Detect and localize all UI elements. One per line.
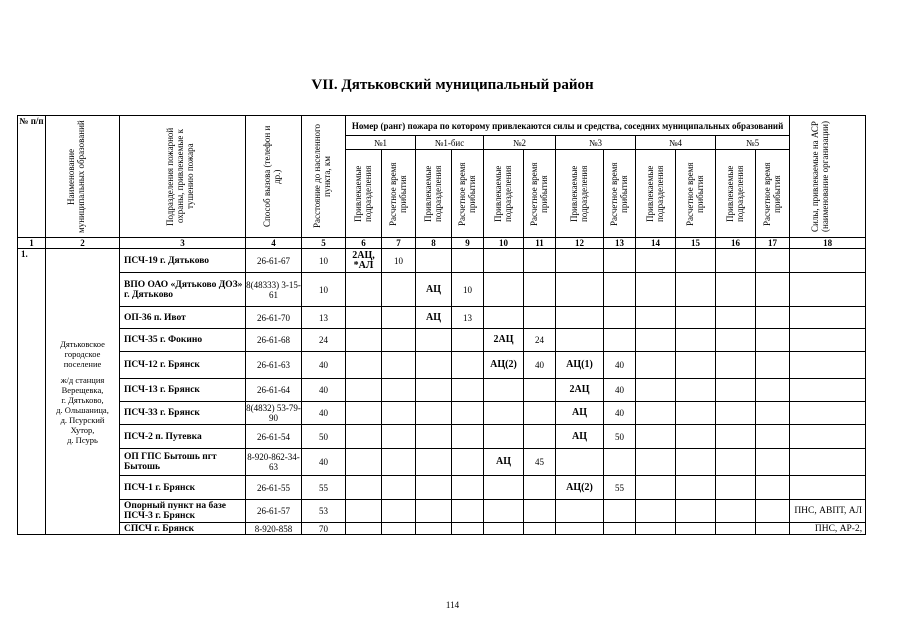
col-number: 8	[416, 238, 452, 249]
units-cell	[484, 476, 524, 500]
empty-cell	[716, 249, 756, 273]
rank-3: №3	[556, 136, 636, 150]
units-cell	[416, 449, 452, 476]
settlement-line: д. Ольшаница,	[56, 404, 109, 415]
units-cell	[346, 476, 382, 500]
fire-forces-table	[17, 115, 866, 535]
time-cell: 10	[382, 249, 416, 273]
table-row	[18, 249, 866, 273]
sub-time-3: Расчетное время прибытия	[524, 150, 556, 238]
distance: 10	[302, 249, 346, 273]
time-cell: 40	[604, 402, 636, 425]
empty-cell	[756, 379, 790, 402]
time-cell: 50	[604, 425, 636, 449]
empty-cell	[676, 402, 716, 425]
sub-time-4: Расчетное время прибытия	[604, 150, 636, 238]
column-number-row	[18, 238, 866, 249]
empty-cell	[676, 476, 716, 500]
time-cell	[382, 307, 416, 329]
time-cell	[452, 249, 484, 273]
empty-cell	[716, 523, 756, 535]
time-cell: 45	[524, 449, 556, 476]
forces-cell	[790, 329, 866, 352]
division-name: ПСЧ-12 г. Брянск	[120, 352, 246, 379]
units-cell: АЦ(2)	[556, 476, 604, 500]
empty-cell	[716, 449, 756, 476]
empty-cell	[756, 449, 790, 476]
header-rank: Номер (ранг) пожара по которому привлекаются силы и средства, соседних муниципальных образований	[346, 116, 790, 136]
empty-cell	[636, 402, 676, 425]
empty-cell	[636, 449, 676, 476]
table-row	[18, 352, 866, 379]
time-cell	[452, 476, 484, 500]
time-cell: 40	[604, 379, 636, 402]
units-cell	[556, 523, 604, 535]
call-method: 26-61-68	[246, 329, 302, 352]
col-number: 17	[756, 238, 790, 249]
call-method: 8-920-858	[246, 523, 302, 535]
call-method: 26-61-67	[246, 249, 302, 273]
units-cell	[484, 379, 524, 402]
col-number: 4	[246, 238, 302, 249]
empty-cell	[676, 307, 716, 329]
table-row	[18, 329, 866, 352]
sub-time-5: Расчетное время прибытия	[676, 150, 716, 238]
units-cell: АЦ(1)	[556, 352, 604, 379]
units-cell	[484, 523, 524, 535]
empty-cell	[716, 329, 756, 352]
time-cell	[604, 329, 636, 352]
table-row	[18, 402, 866, 425]
time-cell	[382, 402, 416, 425]
units-cell	[556, 329, 604, 352]
empty-cell	[676, 273, 716, 307]
col-number: 11	[524, 238, 556, 249]
forces-cell	[790, 476, 866, 500]
units-cell	[346, 307, 382, 329]
division-name: ПСЧ-2 п. Путевка	[120, 425, 246, 449]
sub-units-1: Привлекаемые подразделения	[346, 150, 382, 238]
page-number: 114	[445, 600, 460, 610]
rank-2: №2	[484, 136, 556, 150]
sub-units-6: Привлекаемые подразделения	[716, 150, 756, 238]
sub-time-1: Расчетное время прибытия	[382, 150, 416, 238]
empty-cell	[676, 449, 716, 476]
col-number: 18	[790, 238, 866, 249]
forces-cell	[790, 379, 866, 402]
time-cell	[524, 273, 556, 307]
empty-cell	[636, 249, 676, 273]
settlement-line: Хутор,	[70, 424, 95, 435]
time-cell	[452, 425, 484, 449]
empty-cell	[636, 352, 676, 379]
row-number: 1.	[18, 249, 46, 535]
call-method: 26-61-70	[246, 307, 302, 329]
units-cell	[416, 523, 452, 535]
empty-cell	[716, 425, 756, 449]
settlement-name	[46, 249, 120, 535]
forces-cell: ПНС, АР-2,	[790, 523, 866, 535]
col-number: 16	[716, 238, 756, 249]
units-cell	[416, 329, 452, 352]
units-cell	[346, 352, 382, 379]
forces-cell	[790, 273, 866, 307]
page-title: VII. Дятьковский муниципальный район	[311, 77, 594, 93]
table-row	[18, 307, 866, 329]
empty-cell	[756, 329, 790, 352]
settlement-line: г. Дятьково,	[61, 394, 104, 405]
division-name: ОП ГПС Бытошь пгт Бытошь	[120, 449, 246, 476]
time-cell	[524, 523, 556, 535]
time-cell: 10	[452, 273, 484, 307]
empty-cell	[716, 500, 756, 523]
table-row	[18, 449, 866, 476]
time-cell	[452, 329, 484, 352]
col-number: 2	[46, 238, 120, 249]
empty-cell	[756, 352, 790, 379]
header-forces: Силы, привлекаемые на АСР (наименование организации)	[790, 116, 866, 238]
time-cell	[524, 476, 556, 500]
time-cell	[452, 500, 484, 523]
division-name: ПСЧ-1 г. Брянск	[120, 476, 246, 500]
time-cell	[452, 379, 484, 402]
col-number: 15	[676, 238, 716, 249]
rank-1: №1	[346, 136, 416, 150]
empty-cell	[756, 249, 790, 273]
units-cell	[346, 329, 382, 352]
time-cell	[604, 307, 636, 329]
distance: 40	[302, 379, 346, 402]
empty-cell	[676, 329, 716, 352]
empty-cell	[676, 425, 716, 449]
settlement-line: городское	[64, 348, 101, 359]
units-cell: 2АЦ, *АЛ	[346, 249, 382, 273]
col-number: 14	[636, 238, 676, 249]
empty-cell	[676, 352, 716, 379]
units-cell: АЦ(2)	[484, 352, 524, 379]
empty-cell	[756, 476, 790, 500]
time-cell	[382, 352, 416, 379]
empty-cell	[636, 379, 676, 402]
table-row	[18, 523, 866, 535]
settlement-line: поселение	[63, 358, 102, 369]
rank-5: №5	[716, 136, 790, 150]
sub-units-4: Привлекаемые подразделения	[556, 150, 604, 238]
header-name: Наименование муниципальных образований	[46, 116, 120, 238]
time-cell	[382, 500, 416, 523]
sub-time-6: Расчетное время прибытия	[756, 150, 790, 238]
rank-1bis: №1-бис	[416, 136, 484, 150]
empty-cell	[756, 523, 790, 535]
header-distance: Расстояние до населенного пункта, км	[302, 116, 346, 238]
units-cell	[484, 307, 524, 329]
call-method: 26-61-57	[246, 500, 302, 523]
units-cell	[416, 500, 452, 523]
empty-cell	[636, 425, 676, 449]
col-number: 13	[604, 238, 636, 249]
call-method: 26-61-55	[246, 476, 302, 500]
units-cell	[346, 425, 382, 449]
empty-cell	[676, 500, 716, 523]
forces-cell	[790, 449, 866, 476]
time-cell	[382, 476, 416, 500]
units-cell	[484, 249, 524, 273]
time-cell: 13	[452, 307, 484, 329]
division-name: ПСЧ-13 г. Брянск	[120, 379, 246, 402]
col-number: 5	[302, 238, 346, 249]
time-cell	[382, 523, 416, 535]
time-cell	[452, 449, 484, 476]
time-cell	[382, 449, 416, 476]
division-name: Опорный пункт на базе ПСЧ-3 г. Брянск	[120, 500, 246, 523]
settlement-line: д. Псурский	[60, 414, 105, 425]
units-cell	[556, 307, 604, 329]
units-cell	[346, 500, 382, 523]
distance: 13	[302, 307, 346, 329]
distance: 53	[302, 500, 346, 523]
empty-cell	[756, 307, 790, 329]
units-cell: АЦ	[484, 449, 524, 476]
empty-cell	[756, 273, 790, 307]
time-cell	[524, 425, 556, 449]
units-cell	[556, 273, 604, 307]
empty-cell	[636, 307, 676, 329]
units-cell: АЦ	[416, 273, 452, 307]
units-cell	[416, 249, 452, 273]
call-method: 26-61-63	[246, 352, 302, 379]
time-cell	[524, 402, 556, 425]
sub-units-3: Привлекаемые подразделения	[484, 150, 524, 238]
empty-cell	[636, 500, 676, 523]
forces-cell	[790, 402, 866, 425]
time-cell	[382, 273, 416, 307]
table-row	[18, 500, 866, 523]
call-method: 26-61-54	[246, 425, 302, 449]
col-number: 3	[120, 238, 246, 249]
units-cell	[416, 402, 452, 425]
units-cell	[346, 449, 382, 476]
time-cell: 40	[524, 352, 556, 379]
rank-4: №4	[636, 136, 716, 150]
time-cell	[524, 500, 556, 523]
col-number: 9	[452, 238, 484, 249]
call-method: 8(4832) 53-79-90	[246, 403, 301, 423]
time-cell	[604, 249, 636, 273]
units-cell: 2АЦ	[556, 379, 604, 402]
units-cell	[346, 523, 382, 535]
division-name: ПСЧ-33 г. Брянск	[120, 402, 246, 425]
time-cell	[604, 523, 636, 535]
forces-cell	[790, 249, 866, 273]
distance: 70	[302, 523, 346, 535]
time-cell	[452, 523, 484, 535]
units-cell	[484, 425, 524, 449]
units-cell	[346, 402, 382, 425]
header-call: Способ вызова (телефон и др.)	[246, 116, 302, 238]
empty-cell	[676, 379, 716, 402]
distance: 40	[302, 402, 346, 425]
col-number: 12	[556, 238, 604, 249]
units-cell	[556, 249, 604, 273]
division-name: ВПО ОАО «Дятьково ДОЗ» г. Дятьково	[120, 273, 246, 307]
units-cell	[346, 379, 382, 402]
table-row	[18, 273, 866, 307]
forces-cell: ПНС, АВПТ, АЛ	[790, 500, 866, 523]
empty-cell	[636, 273, 676, 307]
units-cell	[416, 425, 452, 449]
time-cell	[382, 329, 416, 352]
distance: 40	[302, 449, 346, 476]
table-row	[18, 476, 866, 500]
time-cell	[524, 379, 556, 402]
col-number: 7	[382, 238, 416, 249]
col-number: 10	[484, 238, 524, 249]
forces-cell	[790, 352, 866, 379]
settlement-line: Дятьковское	[60, 338, 105, 349]
division-name: ОП-36 п. Ивот	[120, 307, 246, 329]
time-cell	[524, 307, 556, 329]
sub-units-2: Привлекаемые подразделения	[416, 150, 452, 238]
units-cell: АЦ	[556, 402, 604, 425]
units-cell: 2АЦ	[484, 329, 524, 352]
table-row	[18, 425, 866, 449]
units-cell	[556, 449, 604, 476]
units-cell	[416, 352, 452, 379]
units-cell	[346, 273, 382, 307]
empty-cell	[716, 352, 756, 379]
sub-time-2: Расчетное время прибытия	[452, 150, 484, 238]
division-name: ПСЧ-35 г. Фокино	[120, 329, 246, 352]
units-cell	[484, 273, 524, 307]
time-cell	[382, 379, 416, 402]
empty-cell	[756, 402, 790, 425]
sub-units-5: Привлекаемые подразделения	[636, 150, 676, 238]
units-cell	[416, 379, 452, 402]
settlement-line: Верещевка,	[61, 384, 104, 395]
time-cell: 24	[524, 329, 556, 352]
time-cell	[604, 273, 636, 307]
time-cell: 40	[604, 352, 636, 379]
empty-cell	[676, 523, 716, 535]
units-cell	[484, 500, 524, 523]
time-cell: 55	[604, 476, 636, 500]
empty-cell	[756, 500, 790, 523]
col-number: 1	[18, 238, 46, 249]
forces-cell	[790, 425, 866, 449]
distance: 55	[302, 476, 346, 500]
distance: 10	[302, 273, 346, 307]
time-cell	[604, 500, 636, 523]
distance: 40	[302, 352, 346, 379]
time-cell	[524, 249, 556, 273]
distance: 50	[302, 425, 346, 449]
empty-cell	[636, 476, 676, 500]
header-no: № п/п	[18, 116, 46, 238]
time-cell	[452, 402, 484, 425]
call-method: 26-61-64	[246, 379, 302, 402]
empty-cell	[716, 307, 756, 329]
distance: 24	[302, 329, 346, 352]
settlement-line: ж/д станция	[60, 374, 105, 385]
units-cell	[556, 500, 604, 523]
settlement-line: д. Псурь	[67, 434, 98, 445]
division-name: СПСЧ г. Брянск	[120, 523, 246, 535]
empty-cell	[636, 329, 676, 352]
division-name: ПСЧ-19 г. Дятьково	[120, 249, 246, 273]
units-cell	[416, 476, 452, 500]
table-row	[18, 379, 866, 402]
call-method: 8(48333) 3-15-61	[246, 273, 302, 307]
empty-cell	[716, 273, 756, 307]
forces-cell	[790, 307, 866, 329]
units-cell	[484, 402, 524, 425]
header-division: Подразделения пожарной охраны, привлекаемые к тушению пожара	[120, 116, 246, 238]
units-cell: АЦ	[556, 425, 604, 449]
empty-cell	[636, 523, 676, 535]
empty-cell	[716, 379, 756, 402]
empty-cell	[716, 402, 756, 425]
empty-cell	[756, 425, 790, 449]
units-cell: АЦ	[416, 307, 452, 329]
empty-cell	[716, 476, 756, 500]
col-number: 6	[346, 238, 382, 249]
empty-cell	[676, 249, 716, 273]
call-method: 8-920-862-34-63	[246, 449, 302, 476]
time-cell	[452, 352, 484, 379]
time-cell	[604, 449, 636, 476]
time-cell	[382, 425, 416, 449]
